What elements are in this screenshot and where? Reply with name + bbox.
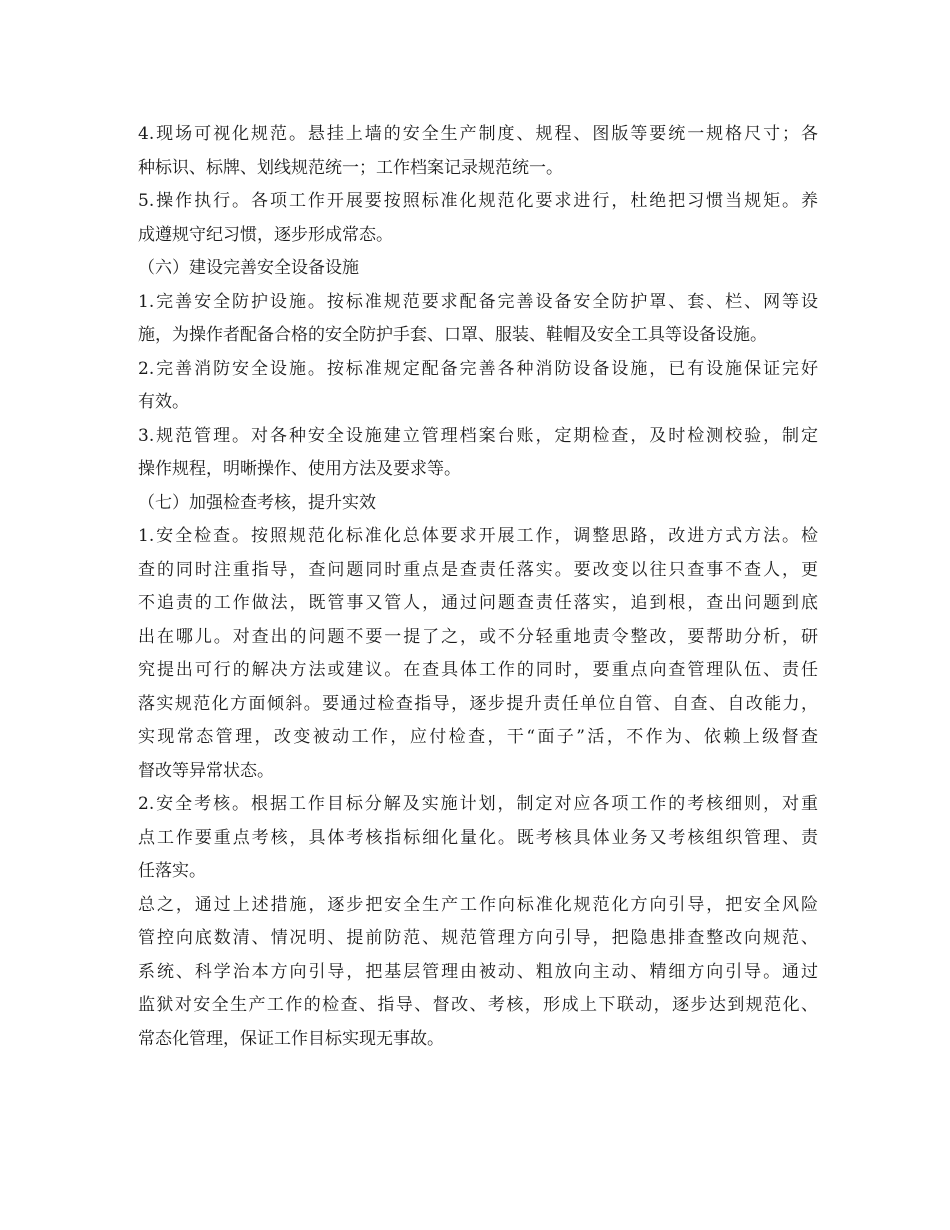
- text-line: 总之，通过上述措施，逐步把安全生产工作向标准化规范化方向引导，把安全风险: [138, 894, 818, 915]
- paragraph-item-6-2: [138, 353, 818, 420]
- paragraph-item-6-3: [138, 420, 818, 487]
- text-line: 1.安全检查。按照规范化标准化总体要求开展工作，调整思路，改进方式方法。检: [138, 526, 818, 546]
- text-line: 1.完善安全防护设施。按标准规范要求配备完善设备安全防护罩、套、栏、网等设: [138, 291, 818, 312]
- text-line: 2.安全考核。根据工作目标分解及实施计划，制定对应各项工作的考核细则，对重: [138, 794, 818, 814]
- text-line: 有效。: [138, 392, 189, 412]
- text-line: 落实规范化方面倾斜。要通过检查指导，逐步提升责任单位自管、自查、自改能力，: [138, 693, 818, 714]
- paragraph-item-5-operation: [138, 185, 818, 252]
- text-line: 不追责的工作做法，既管事又管人，通过问题查责任落实，追到根，查出问题到底: [138, 593, 818, 613]
- paragraph-item-4-visual-standards: [138, 118, 818, 185]
- text-line: 管控向底数清、情况明、提前防范、规范管理方向引导，把隐患排查整改向规范、: [138, 928, 818, 948]
- paragraph-heading-7: [138, 487, 818, 521]
- text-line: 施，为操作者配备合格的安全防护手套、口罩、服装、鞋帽及安全工具等设备设施。: [138, 325, 767, 345]
- text-line: 系统、科学治本方向引导，把基层管理由被动、粗放向主动、精细方向引导。通过: [138, 961, 818, 982]
- text-line: （七）加强检查考核，提升实效: [138, 492, 376, 513]
- text-line: 究提出可行的解决方法或建议。在查具体工作的同时，要重点向查管理队伍、责任: [138, 660, 818, 680]
- text-line: 成遵规守纪习惯，逐步形成常态。: [138, 224, 393, 245]
- paragraph-item-7-2: [138, 788, 818, 889]
- text-line: 种标识、标牌、划线规范统一；工作档案记录规范统一。: [138, 157, 563, 178]
- text-line: 督改等异常状态。: [138, 760, 274, 781]
- text-line: 2.完善消防安全设施。按标准规定配备完善各种消防设备设施，已有设施保证完好: [138, 358, 818, 379]
- text-line: 4.现场可视化规范。悬挂上墙的安全生产制度、规程、图版等要统一规格尺寸；各: [138, 124, 818, 144]
- text-line: 操作规程，明晰操作、使用方法及要求等。: [138, 459, 461, 479]
- text-line: 查的同时注重指导，查问题同时重点是查责任落实。要改变以往只查事不查人，更: [138, 559, 818, 580]
- text-line: 实现常态管理，改变被动工作，应付检查，干“面子”活，不作为、依赖上级督查: [138, 727, 818, 747]
- paragraph-heading-6: [138, 252, 818, 286]
- paragraph-item-6-1: [138, 286, 818, 353]
- text-line: （六）建设完善安全设备设施: [138, 258, 359, 278]
- paragraph-item-7-1: [138, 520, 818, 788]
- document-body: [138, 118, 818, 1056]
- paragraph-summary: [138, 889, 818, 1057]
- text-line: 点工作要重点考核，具体考核指标细化量化。既考核具体业务又考核组织管理、责: [138, 827, 818, 848]
- text-line: 常态化管理，保证工作目标实现无事故。: [138, 1028, 444, 1049]
- text-line: 任落实。: [138, 861, 206, 881]
- text-line: 3.规范管理。对各种安全设施建立管理档案台账，定期检查，及时检测校验，制定: [138, 425, 818, 446]
- text-line: 监狱对安全生产工作的检查、指导、督改、考核，形成上下联动，逐步达到规范化、: [138, 995, 818, 1015]
- text-line: 5.操作执行。各项工作开展要按照标准化规范化要求进行，杜绝把习惯当规矩。养: [138, 191, 818, 211]
- text-line: 出在哪儿。对查出的问题不要一提了之，或不分轻重地责令整改，要帮助分析，研: [138, 626, 818, 647]
